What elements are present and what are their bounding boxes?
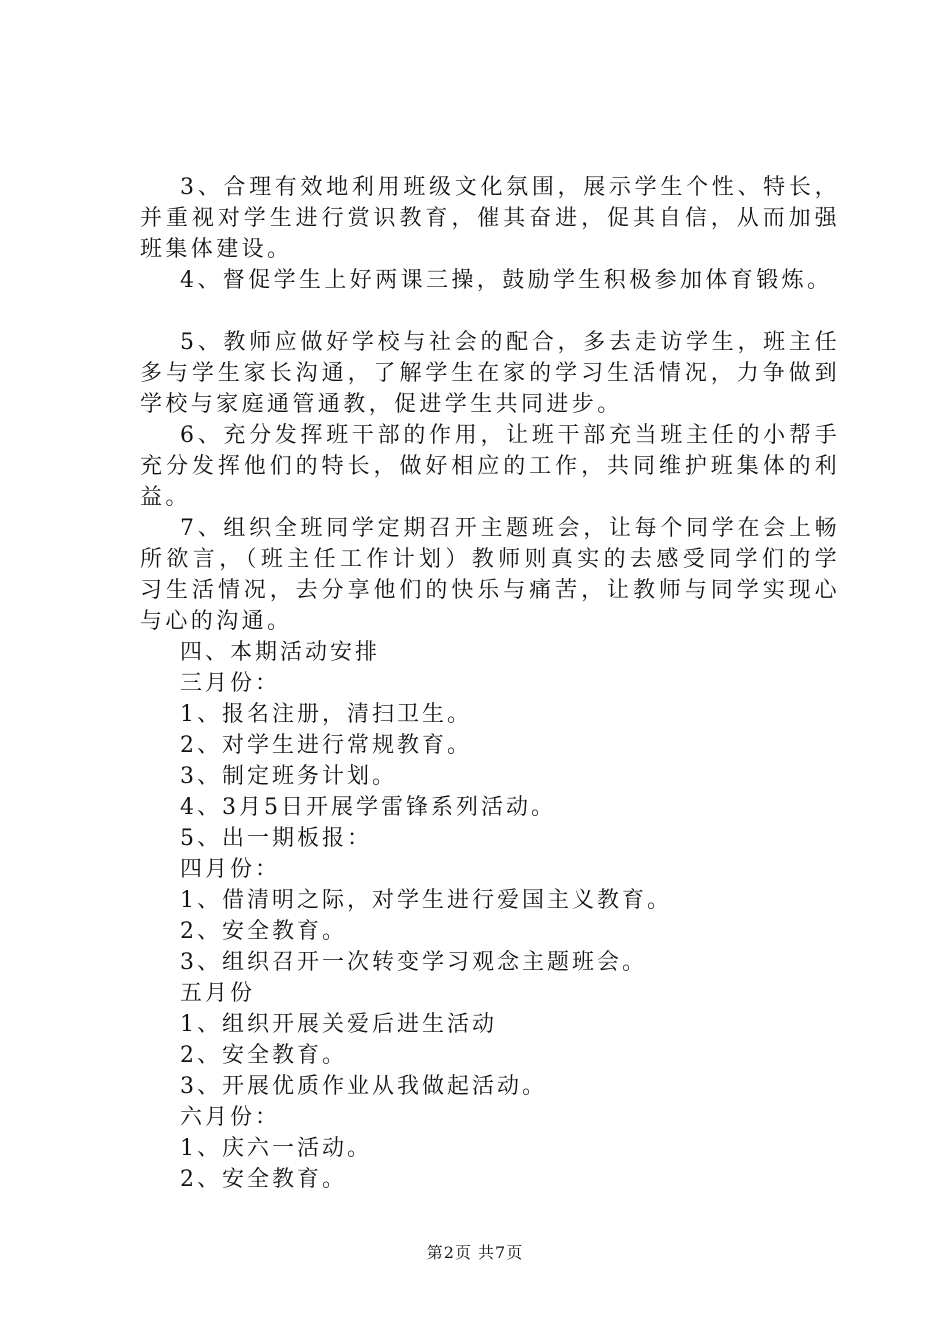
- june-heading: 六月份：: [180, 1105, 281, 1130]
- list-item: 3、制定班务计划。: [180, 764, 397, 789]
- list-item: 1、报名注册，清扫卫生。: [180, 702, 472, 727]
- list-item: 2、安全教育。: [180, 1167, 347, 1192]
- april-heading: 四月份：: [180, 857, 281, 882]
- paragraph-item-4: 4、督促学生上好两课三操，鼓励学生积极参加体育锻炼。: [180, 268, 833, 293]
- list-item: 3、组织召开一次转变学习观念主题班会。: [180, 950, 647, 975]
- paragraph-item-5: 5、教师应做好学校与社会的配合，多去走访学生，班主任多与学生家长沟通，了解学生在家的学习生活情况，力争做到学校与家庭通管通教，促进学生共同进步。: [140, 330, 840, 417]
- list-item: 2、对学生进行常规教育。: [180, 733, 472, 758]
- list-item: 1、组织开展关爱后进生活动: [180, 1012, 497, 1037]
- march-heading: 三月份：: [180, 671, 281, 696]
- paragraph-item-7: 7、组织全班同学定期召开主题班会，让每个同学在会上畅所欲言，（班主任工作计划）教师则真实的去感受同学们的学习生活情况，去分享他们的快乐与痛苦，让教师与同学实现心与心的沟通。: [140, 516, 840, 634]
- paragraph-item-3: 3、合理有效地利用班级文化氛围，展示学生个性、特长，并重视对学生进行赏识教育，催其奋进，促其自信，从而加强班集体建设。: [140, 175, 840, 262]
- list-item: 1、借清明之际，对学生进行爱国主义教育。: [180, 888, 672, 913]
- list-item: 5、出一期板报：: [180, 826, 372, 851]
- may-heading: 五月份: [180, 981, 256, 1006]
- section-heading: 四、本期活动安排: [180, 640, 381, 665]
- list-item: 1、庆六一活动。: [180, 1136, 372, 1161]
- list-item: 3、开展优质作业从我做起活动。: [180, 1074, 547, 1099]
- document-body: [140, 172, 840, 1195]
- paragraph-item-6: 6、充分发挥班干部的作用，让班干部充当班主任的小帮手充分发挥他们的特长，做好相应的工作，共同维护班集体的利益。: [140, 423, 840, 510]
- list-item: 2、安全教育。: [180, 1043, 347, 1068]
- list-item: 2、安全教育。: [180, 919, 347, 944]
- list-item: 4、3月5日开展学雷锋系列活动。: [180, 795, 556, 820]
- page-number-footer: 第2页 共7页: [426, 1243, 524, 1262]
